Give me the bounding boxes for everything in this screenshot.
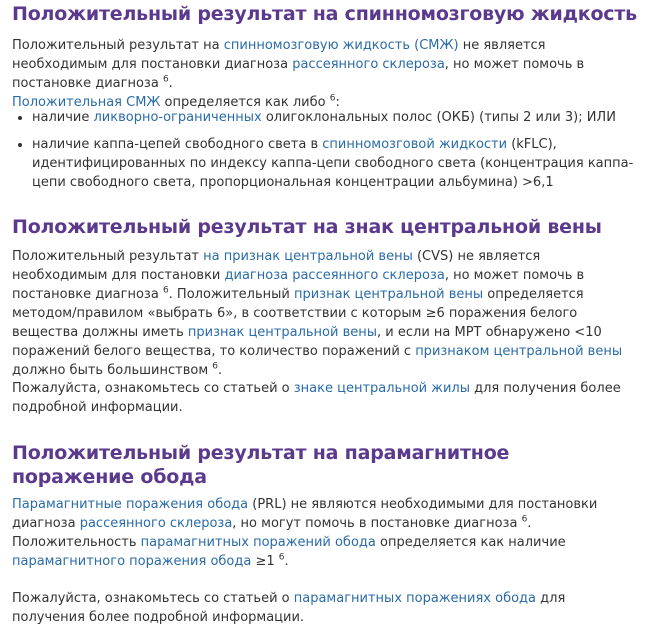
text: .	[218, 363, 223, 378]
link-paramagnetic-rim-lesion[interactable]: парамагнитного поражения обода	[12, 554, 252, 569]
text: наличие каппа-цепей свободного света в	[32, 137, 323, 152]
section-heading-central-vein-sign: Положительный результат на знак центральной вены	[12, 216, 602, 238]
link-positive-csf[interactable]: Положительная СМЖ	[12, 95, 161, 110]
text: определяется как либо	[160, 95, 330, 110]
text: олигоклональных полос (ОКБ) (типы 2 или 3); ИЛИ	[261, 110, 616, 125]
text: .	[284, 554, 289, 569]
link-multiple-sclerosis[interactable]: рассеянного склероза	[292, 57, 445, 72]
text: Пожалуйста, ознакомьтесь со статьей о	[12, 591, 294, 606]
section-heading-paramagnetic-rim: Положительный результат на парамагнитное поражение обода	[12, 442, 510, 488]
link-paramagnetic-rim-lesions[interactable]: Парамагнитные поражения обода	[12, 497, 249, 512]
text: , но могут помочь в постановке диагноза	[232, 516, 522, 531]
list-item	[32, 135, 652, 192]
csf-criteria-list	[12, 108, 652, 200]
text: . Положительность	[12, 516, 532, 550]
text: Положительный результат	[12, 249, 204, 264]
citation-ref[interactable]: 6	[162, 74, 169, 85]
text: . Положительный	[168, 287, 294, 302]
text: определяется как наличие	[375, 535, 566, 550]
csf-paragraph	[12, 36, 632, 112]
link-central-vein-article[interactable]: знаке центральной жилы	[293, 381, 470, 396]
link-cerebrospinal-fluid[interactable]: спинномозговой жидкости	[322, 137, 508, 152]
text: не является необходимым для постановки диагноза	[12, 38, 546, 72]
link-multiple-sclerosis[interactable]: рассеянного склероза	[79, 516, 233, 531]
text: для получения более подробной информации.	[12, 591, 566, 625]
text: (PRL) не являются необходимыми для постановки диагноза	[12, 497, 598, 531]
link-central-vein-sign[interactable]: признаком центральной вены	[415, 344, 623, 359]
link-central-vein-sign[interactable]: на признак центральной вены	[203, 249, 413, 264]
cvs-paragraph	[12, 247, 634, 380]
text: ≥1	[251, 554, 279, 569]
text: , и если на МРТ обнаружено <10 поражений белого вещества, то количество поражений с	[12, 325, 602, 359]
text: , но может помочь в постановке диагноза	[12, 57, 585, 91]
text: :	[335, 95, 340, 110]
text: наличие	[32, 110, 94, 125]
text: для получения более подробной информации.	[12, 381, 621, 415]
link-paramagnetic-rim-lesions[interactable]: парамагнитных поражений обода	[140, 535, 376, 550]
prl-paragraph	[12, 495, 632, 571]
section-heading-csf: Положительный результат на спинномозговую жидкость	[12, 3, 637, 25]
text: Пожалуйста, ознакомьтесь со статьей о	[12, 381, 294, 396]
text: (kFLC), идентифицированных по индексу каппа-цепи свободного света (концентрация каппа-цепи свободного света, пропорциональная концентрации альбумина) >6,1	[32, 137, 634, 190]
text: Положительный результат на	[12, 38, 224, 53]
cvs-see-also-paragraph	[12, 379, 632, 417]
link-csf-restricted[interactable]: ликворно-ограниченных	[93, 110, 262, 125]
text: определяется методом/правилом «выбрать 6», в соответствии с которым ≥6 поражения белого вещества должны иметь	[12, 287, 584, 340]
text: .	[168, 76, 173, 91]
link-paramagnetic-rim-article[interactable]: парамагнитных поражениях обода	[293, 591, 537, 606]
citation-ref[interactable]: 6	[162, 285, 169, 296]
link-central-vein-sign[interactable]: признак центральной вены	[187, 325, 378, 340]
text: , но может помочь в постановке диагноза	[12, 268, 585, 302]
citation-ref[interactable]: 6	[521, 514, 528, 525]
text: должно быть большинством	[12, 363, 213, 378]
link-central-vein-sign[interactable]: признак центральной вены	[293, 287, 484, 302]
link-csf[interactable]: спинномозговую жидкость (СМЖ)	[223, 38, 459, 53]
citation-ref[interactable]: 6	[329, 93, 336, 104]
list-item	[32, 108, 652, 127]
prl-see-also-paragraph	[12, 589, 632, 627]
text: (CVS) не является необходимым для постановки	[12, 249, 541, 283]
citation-ref[interactable]: 6	[278, 552, 285, 563]
link-ms-diagnosis[interactable]: диагноза рассеянного склероза	[224, 268, 445, 283]
citation-ref[interactable]: 6	[212, 361, 218, 372]
